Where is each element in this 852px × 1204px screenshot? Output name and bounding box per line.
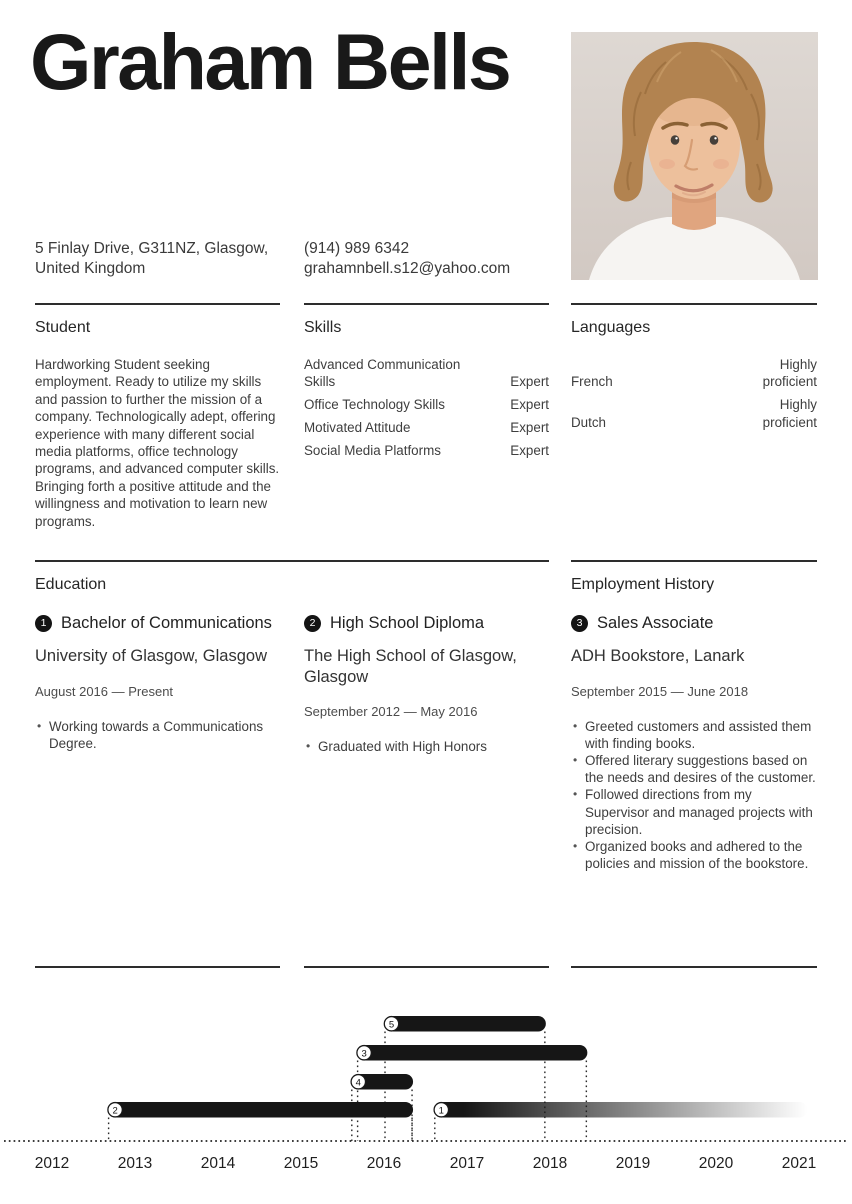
education-section-title: Education [35, 576, 107, 593]
timeline-year-label: 2015 [283, 1155, 319, 1172]
skill-level: Expert [510, 397, 549, 413]
timeline-bar-3 [357, 1045, 588, 1061]
section-divider [571, 560, 817, 562]
skill-name: Social Media Platforms [304, 443, 441, 459]
skills-section-title: Skills [304, 319, 342, 336]
language-row [571, 396, 817, 431]
language-name: Dutch [571, 414, 606, 430]
portrait-illustration [571, 32, 818, 280]
school-name: University of Glasgow, Glasgow [35, 647, 268, 665]
timeline-year-label: 2012 [34, 1155, 70, 1172]
timeline-year-label: 2019 [615, 1155, 651, 1172]
employment-item [571, 613, 817, 872]
date-range: August 2016 — Present [35, 683, 174, 699]
profile-section [35, 303, 280, 530]
employment-item-heading [571, 613, 817, 634]
item-number-badge: 2 [304, 615, 321, 632]
language-name: French [571, 374, 613, 390]
job-title: Sales Associate [597, 614, 714, 632]
timeline-bar-2 [108, 1102, 413, 1118]
language-level: Highly proficient [762, 397, 817, 430]
skill-row [304, 442, 549, 459]
languages-section-title: Languages [571, 319, 651, 336]
education-bullets [304, 738, 549, 755]
section-divider [35, 560, 549, 562]
date-range: September 2012 — May 2016 [304, 704, 478, 719]
skill-name: Office Technology Skills [304, 397, 445, 413]
email-address: grahamnbell.s12@yahoo.com [304, 259, 511, 277]
timeline-badge-number: 5 [388, 1019, 395, 1031]
section-divider [571, 966, 817, 968]
skill-name: Advanced Communication Skills [304, 357, 461, 390]
company-name: ADH Bookstore, Lanark [571, 647, 745, 665]
address-line-1: 5 Finlay Drive, G311NZ, Glasgow, [35, 240, 269, 257]
profile-text: Hardworking Student seeking employment. Ready to utilize my skills and passion to further the mission of a company. Technologically adept, offering experience with many different social media platforms, office technology programs, and advanced computer skills. Bringing forth a positive attitude and the willingness and motivation to learn new programs. [35, 357, 280, 529]
bullet-item: • Greeted customers and assisted them with finding books. [571, 718, 817, 752]
skill-row [304, 419, 549, 436]
skill-row [304, 396, 549, 413]
timeline-year-label: 2014 [200, 1155, 236, 1172]
section-divider [304, 303, 549, 305]
skill-level: Expert [510, 374, 549, 390]
address-line-2: United Kingdom [35, 259, 146, 277]
timeline-year-label: 2016 [366, 1155, 402, 1172]
education-section [35, 560, 549, 755]
skill-level: Expert [510, 443, 549, 459]
bullet-item: • Graduated with High Honors [304, 738, 549, 755]
profile-section-title: Student [35, 319, 91, 336]
timeline-year-label: 2020 [698, 1155, 734, 1172]
timeline-badge-number: 3 [361, 1048, 367, 1060]
contact-block [304, 239, 564, 278]
bullet-item: • Working towards a Communications Degree. [35, 718, 280, 752]
education-item-heading [35, 613, 280, 634]
skill-level: Expert [510, 420, 549, 436]
languages-section [571, 303, 817, 437]
employment-section [571, 560, 817, 872]
timeline-year-label: 2017 [449, 1155, 485, 1172]
timeline-year-label: 2013 [117, 1155, 153, 1172]
bullet-item: • Offered literary suggestions based on the needs and desires of the customer. [571, 752, 817, 786]
portrait-photo [571, 32, 818, 280]
language-row [571, 356, 817, 391]
employment-bullets [571, 718, 817, 873]
date-range: September 2015 — June 2018 [571, 683, 749, 699]
timeline-container [0, 1000, 852, 1190]
school-name: The High School of Glasgow, Glasgow [304, 647, 517, 686]
section-divider [571, 303, 817, 305]
timeline-badge-number: 2 [112, 1105, 118, 1117]
item-number-badge: 3 [571, 615, 588, 632]
employment-section-title: Employment History [571, 576, 715, 593]
timeline-badge-number: 1 [438, 1105, 444, 1117]
section-divider [35, 966, 280, 968]
education-bullets [35, 718, 280, 752]
address-block [35, 239, 295, 278]
skill-row [304, 356, 549, 391]
timeline-bar-1 [434, 1102, 808, 1118]
skills-section [304, 303, 549, 465]
education-item-heading [304, 613, 549, 634]
bullet-item: • Followed directions from my Supervisor and managed projects with precision. [571, 786, 817, 838]
degree-title: High School Diploma [330, 614, 485, 632]
skill-name: Motivated Attitude [304, 420, 411, 436]
section-divider [304, 966, 549, 968]
degree-title: Bachelor of Communications [61, 614, 272, 632]
timeline-year-label: 2018 [532, 1155, 568, 1172]
language-level: Highly proficient [762, 357, 817, 390]
employment-timeline-chart [0, 1000, 852, 1190]
timeline-badge-number: 4 [355, 1077, 361, 1089]
timeline-bar-5 [384, 1016, 546, 1032]
item-number-badge: 1 [35, 615, 52, 632]
timeline-year-label: 2021 [781, 1155, 817, 1172]
bullet-item: • Organized books and adhered to the policies and mission of the bookstore. [571, 838, 817, 872]
person-name: Graham Bells [30, 17, 510, 106]
section-divider [35, 303, 280, 305]
education-item [304, 613, 549, 755]
phone-number: (914) 989 6342 [304, 240, 410, 257]
education-item [35, 613, 280, 755]
